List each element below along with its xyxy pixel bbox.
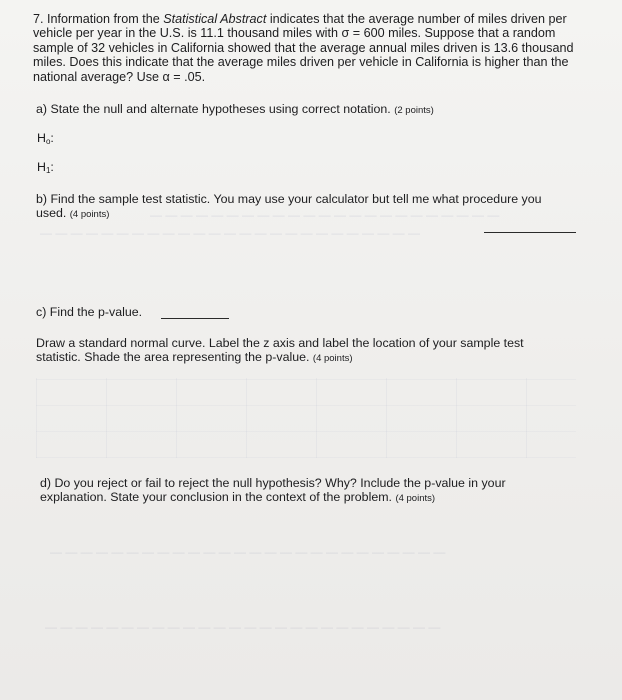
- part-d-prompt: d) Do you reject or fail to reject the null hypothesis? Why? Include the p-value in your explanation. State your conclusion in the context of the problem. (4 points): [40, 476, 506, 505]
- question-number: 7.: [33, 12, 44, 26]
- question-line-3: sample of 32 vehicles in California showed that the average annual miles driven is 13.6 thousand: [33, 40, 574, 55]
- part-b-prompt: b) Find the sample test statistic. You may use your calculator but tell me what procedure you used. (4 points): [36, 192, 542, 221]
- bleed-through-text: — — — — — — — — — — — — — — — — — — — — — — —: [150, 208, 500, 222]
- part-c-points: (4 points): [312, 353, 353, 365]
- alternate-hypothesis-label: $H_1$:: [37, 160, 54, 175]
- p-value-answer-line[interactable]: [161, 318, 229, 319]
- source-title: Statistical Abstract: [163, 12, 267, 26]
- question-line-4: miles. Does this indicate that the average miles driven per vehicle in California is higher than the: [33, 55, 569, 70]
- part-b-points: (4 points): [69, 209, 110, 221]
- bleed-through-grid: [36, 378, 576, 458]
- test-statistic-answer-line[interactable]: [484, 232, 576, 233]
- part-d-points: (4 points): [395, 493, 436, 505]
- question-line-2: vehicle per year in the U.S. is 11.1 thousand miles with σ = 600 miles. Suppose that a random: [33, 26, 556, 41]
- part-a-prompt: a) State the null and alternate hypotheses using correct notation. (2 points): [36, 102, 434, 116]
- question-line-5: national average? Use α = .05.: [33, 69, 206, 84]
- part-c-prompt: c) Find the p-value.: [36, 305, 143, 319]
- bleed-through-text: — — — — — — — — — — — — — — — — — — — — — — — — — —: [45, 620, 441, 634]
- question-line-1: 7. Information from the Statistical Abstract indicates that the average number of miles driven per: [33, 12, 567, 26]
- bleed-through-text: — — — — — — — — — — — — — — — — — — — — — — — — — —: [50, 545, 446, 559]
- null-hypothesis-label: $H_o$:: [37, 131, 54, 146]
- normal-curve-instructions: Draw a standard normal curve. Label the z axis and label the location of your sample test statistic. Shade the area representing the p-value. (4 points): [36, 336, 524, 365]
- question-text: [33, 12, 593, 84]
- part-a-points: (2 points): [394, 105, 434, 116]
- bleed-through-text: — — — — — — — — — — — — — — — — — — — — — — — — —: [40, 226, 421, 240]
